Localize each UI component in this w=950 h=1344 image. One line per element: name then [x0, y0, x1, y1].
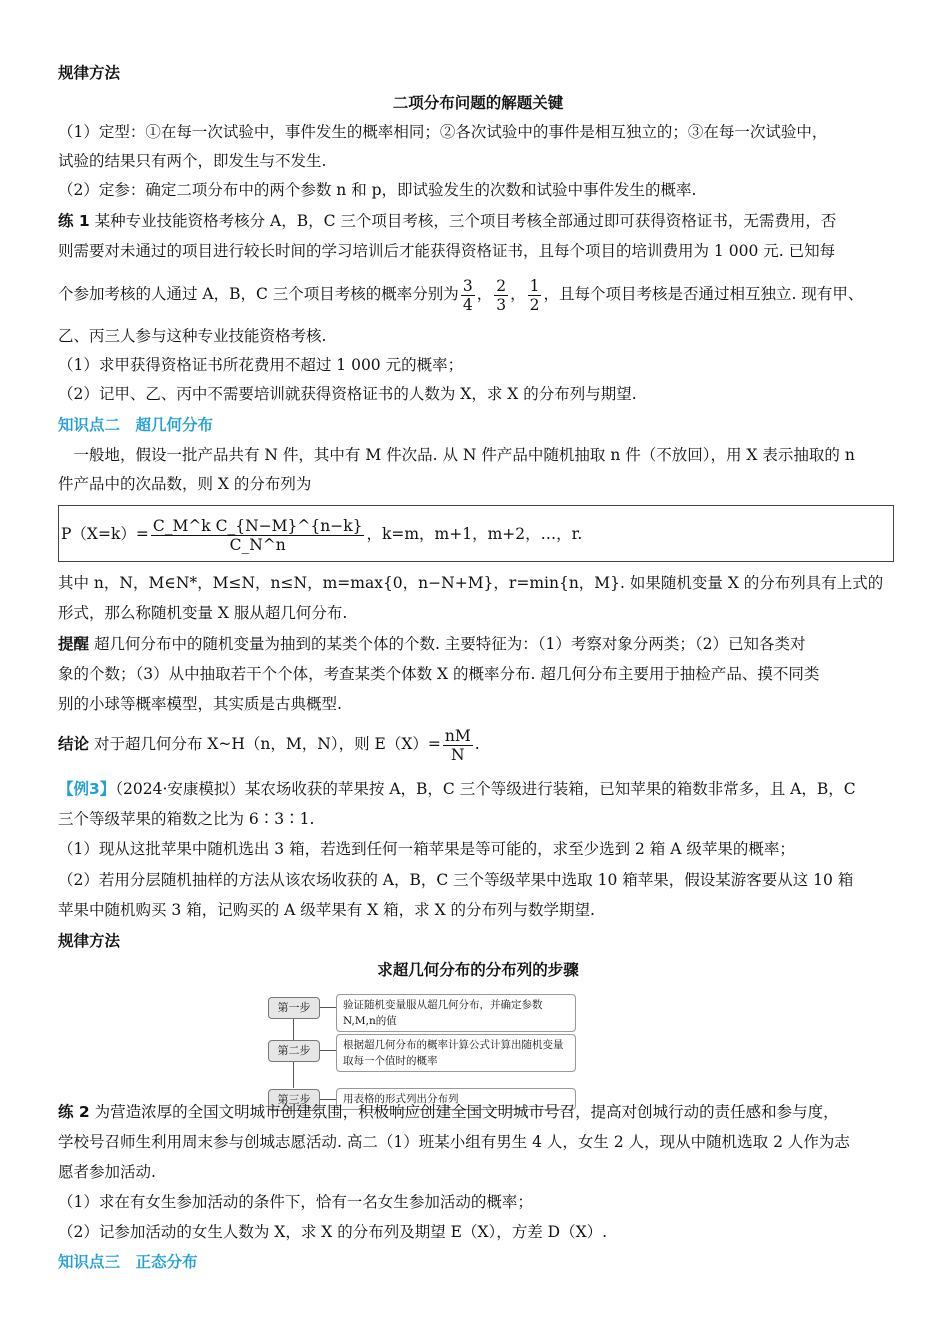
flow-connector — [318, 1099, 336, 1100]
step-description: 用表格的形式列出分布列 — [336, 1088, 576, 1110]
knowledge-point-title: 知识点二 超几何分布 — [58, 416, 214, 434]
paragraph: 试验的结果只有两个，即发生与不发生. — [58, 152, 327, 170]
exercise-1-line: 练 1 某种专业技能资格考核分 A，B，C 三个项目考核，三个项目考核全部通过即可获得资格证书，无需费用，否 — [58, 212, 837, 230]
flow-connector — [318, 1007, 336, 1008]
fraction: $\frac{1}{2}$ — [529, 276, 540, 314]
question: （1）求甲获得资格证书所花费用不超过 1 000 元的概率； — [58, 356, 464, 374]
question: 苹果中随机购买 3 箱，记购买的 A 级苹果有 X 箱，求 X 的分布列与数学期望. — [58, 901, 595, 919]
tip-line: 别的小球等概率模型，其实质是古典概型. — [58, 695, 342, 713]
flow-arrow — [293, 1060, 294, 1088]
example-tag: 【例3】 — [58, 780, 116, 798]
tip-line: 象的个数；（3）从中抽取若干个个体，考查某类个体数 X 的概率分布. 超几何分布主要用于抽检产品、摸不同类 — [58, 665, 820, 683]
paragraph: 形式，那么称随机变量 X 服从超几何分布. — [58, 604, 348, 622]
exercise-2-line: 练 2 为营造浓厚的全国文明城市创建氛围，积极响应创建全国文明城市号召，提高对创城行动的责任感和参与度， — [58, 1103, 839, 1121]
section-heading: 规律方法 — [58, 64, 121, 82]
section-title: 求超几何分布的分布列的步骤 — [377, 961, 579, 979]
paragraph: （2）定参：确定二项分布中的两个参数 n 和 p，即试验发生的次数和试验中事件发生的概率. — [58, 181, 697, 199]
formula: P（X=k）= $\frac{\text{C\_M\textasciicircum{}k C\_\{N−M\}\textasciicircum{}\{n−k\}}}{C\_N\^{}n}$ ，k=m，m+1，m+2，…，r. — [61, 516, 583, 554]
paragraph: （1）定型：①在每一次试验中，事件发生的概率相同；②各次试验中的事件是相互独立的；③在每一次试验中， — [58, 123, 828, 141]
exercise-label: 练 1 — [58, 212, 90, 230]
exercise-1-line: 则需要对未通过的项目进行较长时间的学习培训后才能获得资格证书，且每个项目的培训费用为 1 000 元. 已知每 — [58, 242, 836, 260]
conclusion-line: 结论 对于超几何分布 X~H（n，M，N），则 E（X）= $\frac{nM}{N}$ . — [58, 726, 480, 764]
step-description: 验证随机变量服从超几何分布，并确定参数N,M,n的值 — [336, 994, 576, 1032]
section-heading: 规律方法 — [58, 932, 121, 950]
step-description: 根据超几何分布的概率计算公式计算出随机变量取每一个值时的概率 — [336, 1034, 576, 1072]
step-label: 第三步 — [268, 1089, 320, 1111]
section-title: 二项分布问题的解题关键 — [392, 94, 564, 112]
example-3-line: 【例3】（2024·安康模拟）某农场收获的苹果按 A，B，C 三个等级进行装箱，已知苹果的箱数非常多，且 A，B，C — [58, 780, 856, 798]
question: （2）记参加活动的女生人数为 X，求 X 的分布列及期望 E（X），方差 D（X）. — [58, 1223, 608, 1241]
example-3-line: 三个等级苹果的箱数之比为 6∶3∶1. — [58, 810, 315, 828]
exercise-2-line: 愿者参加活动. — [58, 1163, 156, 1181]
exercise-label: 练 2 — [58, 1103, 90, 1121]
step-label: 第一步 — [268, 997, 320, 1019]
flowchart — [268, 994, 638, 1114]
exercise-1-line: 个参加考核的人通过 A，B，C 三个项目考核的概率分别为 $\frac{3}{4}$ ， $\frac{2}{3}$ ， $\frac{1}{2}$ ，且每个项目考核是否通过相互独立. 现有甲、 — [58, 276, 864, 314]
knowledge-point-title: 知识点三 正态分布 — [58, 1253, 198, 1271]
fraction: $\frac{nM}{N}$ — [444, 726, 471, 764]
question: （1）现从这批苹果中随机选出 3 箱，若选到任何一箱苹果是等可能的，求至少选到 2 箱 A 级苹果的概率； — [58, 840, 795, 858]
paragraph: 一般地，假设一批产品共有 N 件，其中有 M 件次品. 从 N 件产品中随机抽取 n 件（不放回），用 X 表示抽取的 n — [58, 446, 855, 464]
question: （2）若用分层随机抽样的方法从该农场收获的 A，B，C 三个等级苹果中选取 10 箱苹果，假设某游客要从这 10 箱 — [58, 871, 854, 889]
question: （2）记甲、乙、丙中不需要培训就获得资格证书的人数为 X，求 X 的分布列与期望. — [58, 385, 637, 403]
fraction: $\frac{2}{3}$ — [496, 276, 507, 314]
exercise-2-line: 学校号召师生利用周末参与创城志愿活动. 高二（1）班某小组有男生 4 人，女生 2 人，现从中随机选取 2 人作为志 — [58, 1133, 850, 1151]
paragraph: 其中 n，N，M∈N*，M≤N，n≤N，m=max{0，n−N+M}，r=min{n，M}. 如果随机变量 X 的分布列具有上式的 — [58, 574, 884, 592]
fraction: $\frac{\text{C\_M\textasciicircum{}k C\_\{N−M\}\textasciicircum{}\{n−k\}}}{C\_N\^{}n}$ — [152, 516, 363, 554]
fraction: $\frac{3}{4}$ — [462, 276, 473, 314]
tip-line: 提醒 超几何分布中的随机变量为抽到的某类个体的个数. 主要特征为：（1）考察对象分两类；（2）已知各类对 — [58, 635, 806, 653]
exercise-1-line: 乙、丙三人参与这种专业技能资格考核. — [58, 327, 327, 345]
tip-label: 提醒 — [58, 635, 90, 653]
paragraph: 件产品中的次品数，则 X 的分布列为 — [58, 475, 312, 493]
formula-box — [58, 505, 894, 562]
question: （1）求在有女生参加活动的条件下，恰有一名女生参加活动的概率； — [58, 1193, 533, 1211]
flow-connector — [318, 1050, 336, 1051]
step-label: 第二步 — [268, 1040, 320, 1062]
conclusion-label: 结论 — [58, 735, 90, 753]
